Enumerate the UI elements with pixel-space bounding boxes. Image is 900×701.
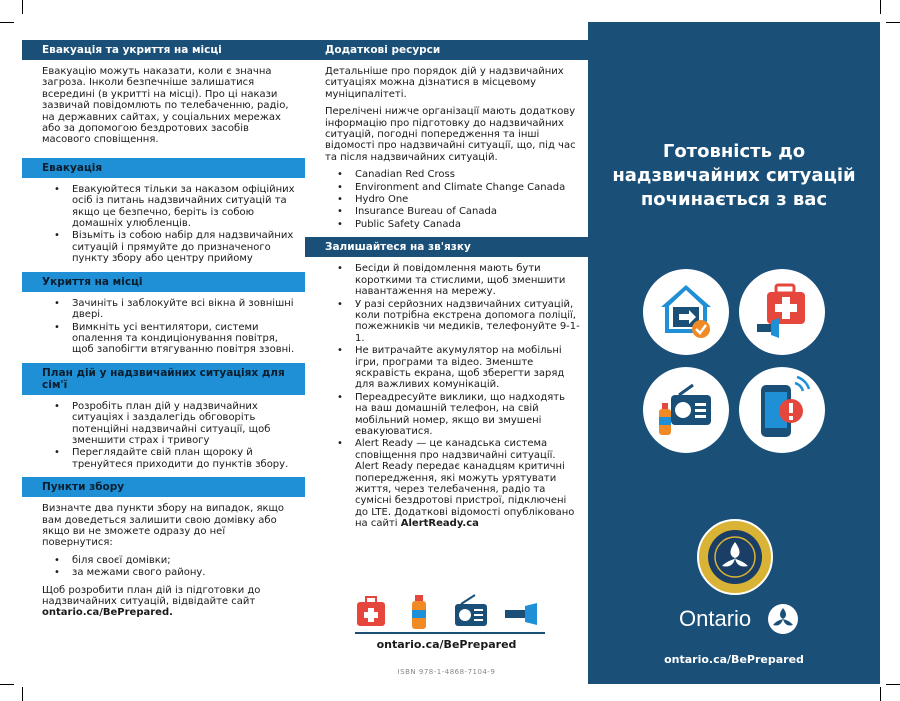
crop-mark [22,687,23,701]
list-item: • за межами свого району. [42,567,297,578]
list-item: • Візьміть із собою набір для надзвичайних ситуацій і прямуйте до призначеного пункту збору або центру прийому [42,230,297,264]
list-item: • Hydro One [325,194,580,205]
ontario-wordmark: Ontario [679,606,752,631]
stay-connected-heading: Залишайтеся на зв'язку [305,237,588,257]
crop-mark [880,0,881,14]
list-item: • Переглядайте свій план щороку й тренуйтеся приходити до пунктів збору. [42,447,297,470]
evacuation-heading: Евакуація [22,158,305,178]
meeting-points-heading: Пункти збору [22,477,305,497]
isbn: ISBN 978-1-4868-7104-9 [397,668,496,676]
paragraph: Перелічені нижче організації мають додаткову інформацію про підготовку до надзвичайних ситуацій, погодні попередження та інші відомості про надзвичайні ситуації, що, під час та після надзвичайних ситуацій. [325,106,576,163]
shelter-list [22,292,305,363]
list-item: • біля своєї домівки; [42,555,297,566]
house-icon [643,269,729,355]
outro-text: Щоб розробити план дій із підготовки до надзвичайних ситуацій, відвідайте сайт [42,584,261,607]
list-item: • Розробіть план дій у надзвичайних ситуаціях і заздалегідь обговоріть потенційні надзвичайні ситуації, щоб зменшити страх і тривогу [42,401,297,447]
icon-circle [739,269,825,355]
flashlight-icon [505,603,537,625]
seal-emblem [708,530,762,584]
first-aid-kit-icon [739,269,825,355]
crop-mark [886,684,900,685]
ontario-trillium-logo [768,604,798,634]
emergency-kit-icons [355,592,545,632]
evacuation-shelter-text [22,60,305,158]
divider [355,632,545,634]
alert-ready-text: Alert Ready — це канадська система сповіщення про надзвичайні ситуації. Alert Ready передає канадцям критичні попередження, які можуть урятувати життя, через телебачення, радіо та сумісні бездротові пристрої, підключені до LTE. Додаткові відомості опубліковано на сайті [355,438,575,530]
crop-mark [0,22,14,23]
list-item: • Не витрачайте акумулятор на мобільні ігри, програми та відео. Зменште яскравість екрана, щоб зберегти заряд для важливих комунікацій. [325,345,580,391]
list-item: • У разі серйозних надзвичайних ситуацій, коли потрібна екстрена допомога поліції, пожежників чи медиків, телефонуйте 9-1-1. [325,299,580,345]
list-item: • Вимкніть усі вентилятори, системи опалення та кондиціонування повітря, щоб запобігти втягуванню повітря ззовні. [42,322,297,356]
paragraph: Детальніше про порядок дій у надзвичайних ситуаціях можна дізнатися в місцевому муніципалітеті. [325,66,564,100]
evacuation-shelter-heading: Евакуація та укриття на місці [22,40,305,60]
icon-circle [739,367,825,453]
crop-mark [22,0,23,14]
crop-mark [0,684,14,685]
emergency-management-seal [697,519,773,595]
family-plan-heading: План дій у надзвичайних ситуаціях для сім'ї [22,363,305,395]
cover-url[interactable]: ontario.ca/BePrepared [664,653,804,666]
alertready-link[interactable]: AlertReady.ca [400,518,479,530]
list-item: • Бесіди й повідомлення мають бути короткими та стислими, щоб зменшити навантаження на мережу. [325,263,580,297]
list-item: • Переадресуйте виклики, що надходять на ваш домашній телефон, на свій мобільний номер, якщо ви змушені евакуюватися. [325,392,580,438]
first-aid-kit-icon [357,597,385,626]
list-item: • Environment and Climate Change Canada [325,182,580,193]
resources-text [305,60,588,237]
meeting-points-text [22,497,305,631]
list-item: • Insurance Bureau of Canada [325,206,580,217]
radio-icon [643,367,729,453]
cover-title: Готовність до надзвичайних ситуацій починається з вас [612,141,856,210]
paragraph [42,585,297,619]
list-item: • Евакуюйтеся тільки за наказом офіційних осіб із питань надзвичайних ситуацій та якщо це безпечно, беріть із собою домашніх улюбленців. [42,184,297,230]
evacuation-list [22,178,305,272]
list-item: • Canadian Red Cross [325,169,580,180]
shelter-heading: Укриття на місці [22,272,305,292]
family-plan-list [22,395,305,477]
footer-url[interactable]: ontario.ca/BePrepared [376,638,517,651]
resources-heading: Додаткові ресурси [305,40,588,60]
paragraph: Евакуацію можуть наказати, коли є значна загроза. Інколи безпечніше залишатися всередині (в укритті на місці). Про ці накази зазвичай повідомлють по телебаченню, радіо, на державних сайтах, у соціальних мережах або за допомогою бездротових засобів масового сповіщення. [42,66,289,146]
middle-column [305,40,588,537]
icon-circle [643,367,729,453]
radio-icon [455,595,487,626]
crop-mark [886,22,900,23]
trillium-icon [708,530,762,584]
mobile-alert-icon [739,367,825,453]
cover-panel [588,22,880,684]
trillium-icon [768,604,798,634]
spray-can-icon [412,595,426,629]
stay-connected-list [305,257,588,536]
beprepared-link[interactable]: ontario.ca/BePrepared. [42,607,173,619]
paragraph: Визначте два пункти збору на випадок, якщо вам доведеться залишити свою домівку або якщо ви не зможете одразу до неї повернутися: [42,503,285,549]
list-item: • Public Safety Canada [325,219,580,230]
icon-circle [643,269,729,355]
left-column [22,40,305,631]
list-item [325,438,580,529]
crop-mark [880,687,881,701]
list-item: • Зачиніть і заблокуйте всі вікна й зовнішні двері. [42,298,297,321]
